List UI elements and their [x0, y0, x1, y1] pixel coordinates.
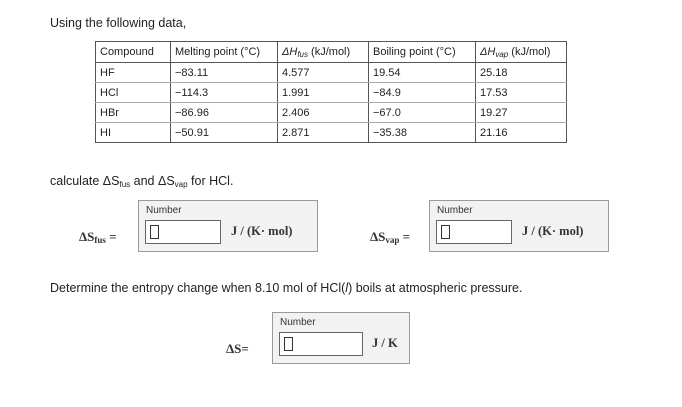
- table-row: [96, 63, 567, 83]
- calc-instruction: calculate $\Delta S_{fus}$ and $\Delta S_{vap}$ for HCl.: [50, 174, 234, 189]
- table-cell: 17.53: [476, 83, 567, 103]
- table-cell: −83.11: [171, 63, 278, 83]
- ds-total-label: ΔS=: [226, 341, 249, 356]
- dsvap-answer-box: [429, 200, 609, 252]
- text-cursor-icon: [284, 337, 293, 351]
- table-cell: 2.871: [278, 123, 369, 143]
- dsfus-unit: J / (K· mol): [231, 224, 293, 238]
- text-cursor-icon: [441, 225, 450, 239]
- table-cell: 25.18: [476, 63, 567, 83]
- header-boiling-point: Boiling point (°C): [369, 42, 476, 63]
- intro-text: Using the following data,: [50, 16, 187, 30]
- header-dh-fus: $\Delta H_{fus}$ (kJ/mol): [278, 42, 369, 63]
- table-header-row: [96, 42, 567, 63]
- table-row: [96, 123, 567, 143]
- text-cursor-icon: [150, 225, 159, 239]
- data-table: [95, 41, 567, 143]
- header-compound: Compound: [96, 42, 171, 63]
- table-cell: 4.577: [278, 63, 369, 83]
- dsvap-unit: J / (K· mol): [522, 224, 584, 238]
- table-cell: 2.406: [278, 103, 369, 123]
- table-cell: HCl: [96, 83, 171, 103]
- ds-total-answer-box: [272, 312, 410, 364]
- table-row: [96, 103, 567, 123]
- dsfus-answer-box: [138, 200, 318, 252]
- table-cell: −35.38: [369, 123, 476, 143]
- ds-total-input[interactable]: [279, 332, 363, 356]
- table-cell: 21.16: [476, 123, 567, 143]
- dsfus-label: $\Delta S_{fus}$ =: [79, 229, 117, 245]
- table-cell: 19.54: [369, 63, 476, 83]
- table-cell: HBr: [96, 103, 171, 123]
- table-cell: −50.91: [171, 123, 278, 143]
- table-cell: 1.991: [278, 83, 369, 103]
- number-label: Number: [280, 317, 316, 328]
- table-cell: −67.0: [369, 103, 476, 123]
- dsvap-input[interactable]: [436, 220, 512, 244]
- question-text: Determine the entropy change when 8.10 mol of HCl(l) boils at atmospheric pressure.: [50, 281, 523, 295]
- number-label: Number: [146, 205, 182, 216]
- table-cell: −114.3: [171, 83, 278, 103]
- dsfus-input[interactable]: [145, 220, 221, 244]
- table-row: [96, 83, 567, 103]
- table-cell: −86.96: [171, 103, 278, 123]
- ds-total-unit: J / K: [372, 336, 398, 350]
- table-cell: HI: [96, 123, 171, 143]
- header-dh-vap: $\Delta H_{vap}$ (kJ/mol): [476, 42, 567, 63]
- table-cell: HF: [96, 63, 171, 83]
- table-cell: −84.9: [369, 83, 476, 103]
- table-cell: 19.27: [476, 103, 567, 123]
- number-label: Number: [437, 205, 473, 216]
- dsvap-label: $\Delta S_{vap}$ =: [370, 229, 411, 245]
- header-melting-point: Melting point (°C): [171, 42, 278, 63]
